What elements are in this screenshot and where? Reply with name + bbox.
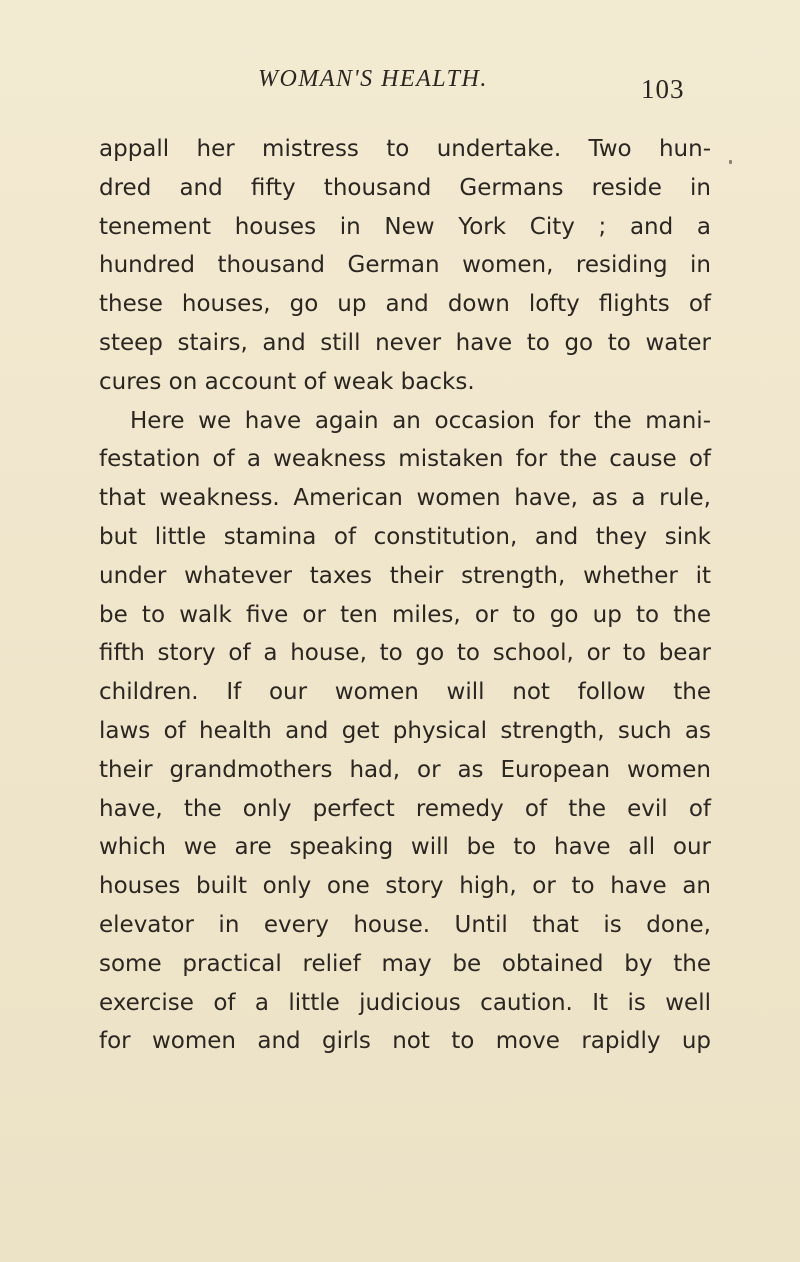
text-line: steep stairs, and still never have to go to water bbox=[99, 329, 711, 356]
text-line: hundred thousand German women, residing in bbox=[99, 252, 711, 279]
body-text bbox=[99, 130, 711, 1061]
text-line: festation of a weakness mistaken for the cause of bbox=[99, 446, 711, 473]
text-line: houses built only one story high, or to have an bbox=[99, 873, 711, 900]
text-line: have, the only perfect remedy of the evil of bbox=[99, 795, 711, 822]
page-number: 103 bbox=[641, 74, 685, 104]
text-line: children. If our women will not follow the bbox=[99, 679, 711, 706]
text-line: but little stamina of constitution, and they sink bbox=[99, 523, 711, 550]
running-title: WOMAN'S HEALTH. bbox=[258, 66, 488, 92]
text-line: cures on account of weak backs. bbox=[99, 368, 475, 395]
text-line: for women and girls not to move rapidly up bbox=[99, 1028, 711, 1055]
text-line: dred and fifty thousand Germans reside in bbox=[99, 174, 711, 201]
text-line: these houses, go up and down lofty flights of bbox=[99, 291, 711, 318]
text-line: exercise of a little judicious caution. It is well bbox=[99, 989, 711, 1016]
text-line: fifth story of a house, to go to school, or to bear bbox=[99, 640, 711, 667]
text-line: laws of health and get physical strength, such as bbox=[99, 717, 711, 744]
text-line: tenement houses in New York City ; and a bbox=[99, 213, 711, 240]
text-line: Here we have again an occasion for the mani- bbox=[130, 407, 711, 434]
running-head bbox=[0, 66, 800, 106]
paper-speck bbox=[729, 160, 732, 164]
text-line: some practical relief may be obtained by the bbox=[99, 950, 711, 977]
text-line: appall her mistress to undertake. Two hun- bbox=[99, 136, 711, 162]
text-line: that weakness. American women have, as a rule, bbox=[99, 485, 711, 512]
text-line: under whatever taxes their strength, whether it bbox=[99, 562, 711, 589]
text-line: elevator in every house. Until that is done, bbox=[99, 911, 711, 938]
text-line: their grandmothers had, or as European women bbox=[99, 756, 711, 783]
text-line: which we are speaking will be to have all our bbox=[99, 834, 711, 861]
text-line: be to walk five or ten miles, or to go up to the bbox=[99, 601, 711, 628]
